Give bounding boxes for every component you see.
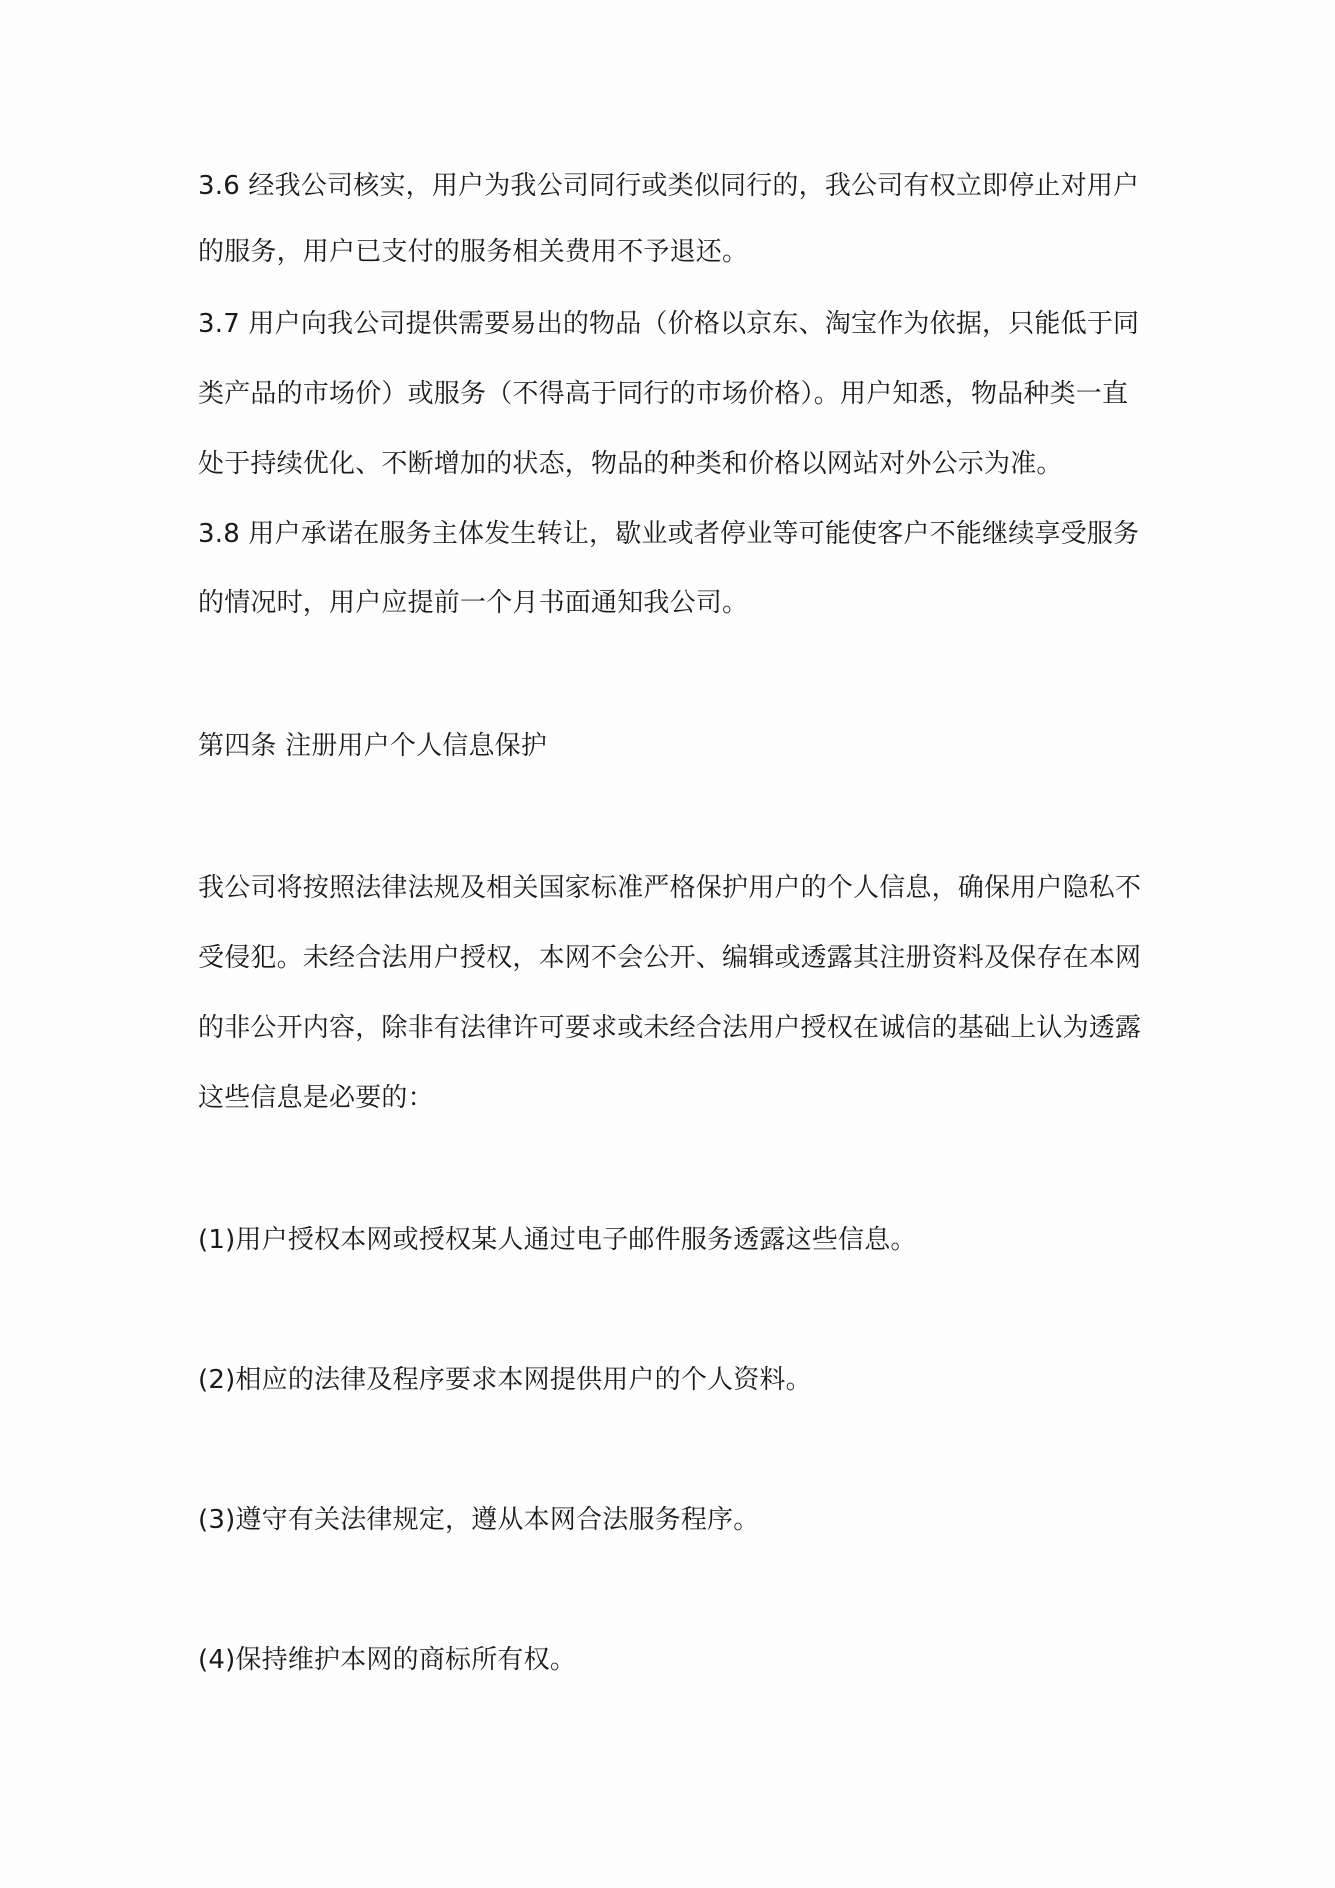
clause-3-7-line-1: 3.7 用户向我公司提供需要易出的物品（价格以京东、淘宝作为依据，只能低于同: [198, 309, 1140, 339]
section-4-para-line-3: 的非公开内容，除非有法律许可要求或未经合法用户授权在诚信的基础上认为透露: [198, 1013, 1142, 1043]
list-item: (3)遵守有关法律规定，遵从本网合法服务程序。: [198, 1505, 760, 1535]
clause-3-7-line-3: 处于持续优化、不断增加的状态，物品的种类和价格以网站对外公示为准。: [198, 449, 1063, 479]
clause-3-8-line-2: 的情况时，用户应提前一个月书面通知我公司。: [198, 588, 749, 618]
clause-3-6-line-1: 3.6 经我公司核实，用户为我公司同行或类似同行的，我公司有权立即停止对用户: [198, 171, 1140, 201]
section-4-heading: 第四条 注册用户个人信息保护: [198, 731, 548, 761]
section-4-para-line-2: 受侵犯。未经合法用户授权，本网不会公开、编辑或透露其注册资料及保存在本网: [198, 943, 1142, 973]
list-item: (1)用户授权本网或授权某人通过电子邮件服务透露这些信息。: [198, 1225, 917, 1255]
list-item: (4)保持维护本网的商标所有权。: [198, 1645, 577, 1675]
section-4-para-line-1: 我公司将按照法律法规及相关国家标准严格保护用户的个人信息，确保用户隐私不: [198, 873, 1142, 903]
list-item: (2)相应的法律及程序要求本网提供用户的个人资料。: [198, 1365, 812, 1395]
clause-3-8-line-1: 3.8 用户承诺在服务主体发生转让，歇业或者停业等可能使客户不能继续享受服务: [198, 519, 1140, 549]
section-4-para-line-4: 这些信息是必要的：: [198, 1083, 434, 1113]
clause-3-6-line-2: 的服务，用户已支付的服务相关费用不予退还。: [198, 237, 749, 267]
clause-3-7-line-2: 类产品的市场价）或服务（不得高于同行的市场价格）。用户知悉，物品种类一直: [198, 379, 1129, 409]
